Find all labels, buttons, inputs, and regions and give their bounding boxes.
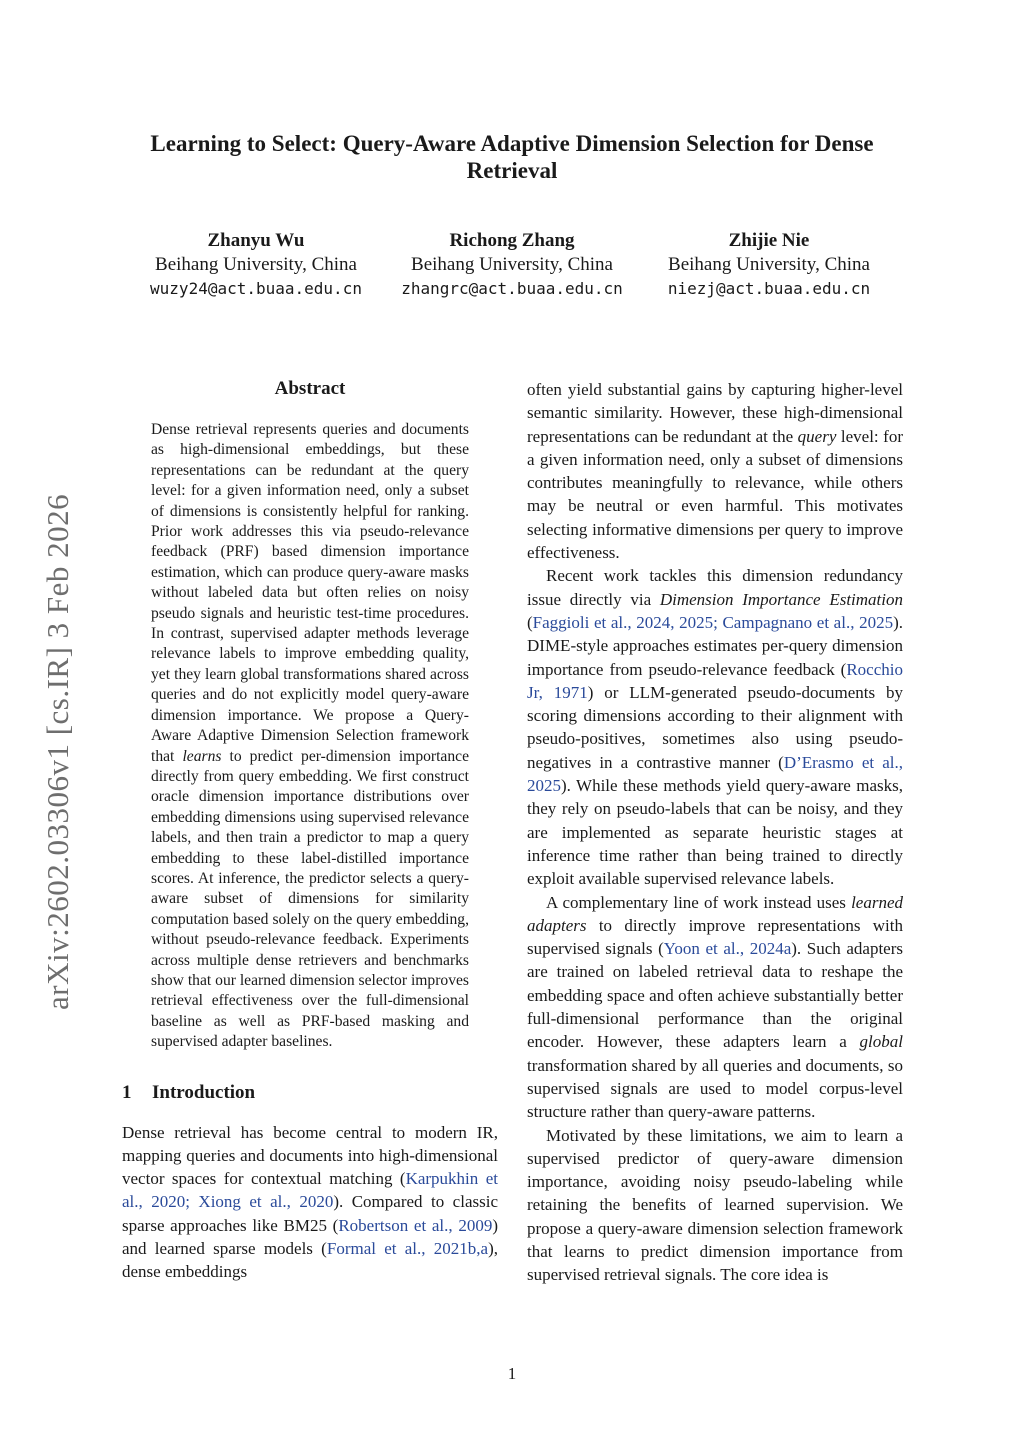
author-2 bbox=[382, 229, 642, 301]
author-name: Zhanyu Wu bbox=[207, 230, 305, 251]
section-number: 1 bbox=[122, 1081, 132, 1103]
left-column bbox=[122, 376, 498, 1284]
citation-link[interactable]: Karpukhin et al., 2020; Xiong et al., 2020 bbox=[122, 1169, 498, 1212]
abstract-body: Dense retrieval represents queries and documents as high-dimensional embeddings, but these representations can be redundant at the query level: for a given information need, only a subset of dimensions is consistently helpful for ranking. Prior work addresses this via pseudo-relevance feedback (PRF) based dimension importance estimation, which can produce query-aware masks without labeled data but often relies on noisy pseudo signals and heuristic test-time procedures. In contrast, supervised adapter methods leverage relevance labels to improve embedding quality, yet they learn global transformations shared across queries and do not explicitly model query-aware dimension importance. We propose a Query-Aware Adaptive Dimension Selection framework that learns to predict per-dimension importance directly from query embedding. We first construct oracle dimension importance distributions over embedding dimensions using supervised relevance labels, and then train a predictor to map a query embedding to these label-distilled importance scores. At inference, the predictor selects a query-aware subset of dimensions for similarity computation based solely on the query embedding, without pseudo-relevance feedback. Experiments across multiple dense retrievers and benchmarks show that our learned dimension selector improves retrieval effectiveness over the full-dimensional baseline as well as PRF-based masking and supervised adapter baselines. bbox=[151, 421, 469, 1051]
citation-link[interactable]: Formal et al., 2021b,a bbox=[326, 1239, 489, 1259]
arxiv-identifier: arXiv:2602.03306v1 [cs.IR] 3 Feb 2026 bbox=[40, 493, 75, 1010]
author-affiliation: Beihang University, China bbox=[668, 254, 870, 275]
citation-link[interactable]: D’Erasmo et al., 2025 bbox=[527, 752, 904, 796]
author-1 bbox=[126, 229, 386, 301]
citation-link[interactable]: Robertson et al., 2009 bbox=[338, 1215, 493, 1235]
paragraph: Dense retrieval has become central to modern IR, mapping queries and documents into high-dimensional vector spaces for contextual matching (Karpukhin et al., 2020; Xiong et al., 2020). Compared to classic sparse approaches like BM25 (Robertson et al., 2009) and learned sparse models (Formal et al., 2021b,a), dense embeddings bbox=[122, 1122, 498, 1282]
author-email[interactable]: wuzy24@act.buaa.edu.cn bbox=[150, 279, 362, 298]
citation-link[interactable]: Faggioli et al., 2024, 2025; Campagnano et al., 2025 bbox=[532, 612, 894, 632]
author-name: Zhijie Nie bbox=[728, 230, 810, 251]
paper-title: Learning to Select: Query-Aware Adaptive Dimension Selection for Dense Retrieval bbox=[150, 131, 874, 183]
citation-link[interactable]: Yoon et al., 2024a bbox=[663, 939, 792, 959]
section-heading-introduction bbox=[122, 1081, 498, 1105]
intro-text bbox=[122, 1121, 498, 1284]
intro-text-continued bbox=[527, 378, 903, 1287]
section-title: Introduction bbox=[152, 1081, 256, 1103]
author-email[interactable]: zhangrc@act.buaa.edu.cn bbox=[401, 279, 623, 298]
author-affiliation: Beihang University, China bbox=[155, 254, 357, 275]
paragraph: Motivated by these limitations, we aim to learn a supervised predictor of query-aware dimension importance, avoiding noisy pseudo-labeling while retaining the benefits of learned supervision. We propose a query-aware dimension selection framework that learns to predict dimension importance from supervised retrieval signals. The core idea is bbox=[527, 1125, 903, 1285]
paragraph: Recent work tackles this dimension redundancy issue directly via Dimension Importance Estimation (Faggioli et al., 2024, 2025; Campagnano et al., 2025). DIME-style approaches estimates per-query dimension importance from pseudo-relevance feedback (Rocchio Jr, 1971) or LLM-generated pseudo-documents by scoring dimensions according to their alignment with pseudo-positives, sometimes also using pseudo-negatives in a contrastive manner (D’Erasmo et al., 2025). While these methods yield query-aware masks, they rely on pseudo-labels that can be noisy, and they are implemented as separate heuristic stages at inference time rather than being trained to directly exploit available supervised relevance labels. bbox=[527, 566, 904, 889]
paragraph: often yield substantial gains by capturing higher-level semantic similarity. However, these high-dimensional representations can be redundant at the query level: for a given information need, only a subset of dimensions contributes meaningfully to relevance, while others may be neutral or even harmful. This motivates selecting informative dimensions per query to improve effectiveness. bbox=[527, 380, 903, 563]
author-affiliation: Beihang University, China bbox=[411, 254, 613, 275]
citation-link[interactable]: Rocchio Jr, 1971 bbox=[527, 659, 903, 702]
right-column bbox=[527, 378, 903, 1287]
author-name: Richong Zhang bbox=[449, 230, 575, 251]
author-3 bbox=[639, 229, 899, 301]
paragraph: A complementary line of work instead uses learned adapters to directly improve representations with supervised signals (Yoon et al., 2024a). Such adapters are trained on labeled retrieval data to reshape the embedding space and often achieve substantially better full-dimensional performance than the original encoder. However, these adapters learn a global transformation shared by all queries and documents, so supervised signals are used to model corpus-level structure rather than query-aware patterns. bbox=[527, 892, 903, 1122]
author-email[interactable]: niezj@act.buaa.edu.cn bbox=[667, 279, 871, 298]
abstract-heading: Abstract bbox=[274, 378, 346, 399]
page-number: 1 bbox=[507, 1364, 517, 1383]
